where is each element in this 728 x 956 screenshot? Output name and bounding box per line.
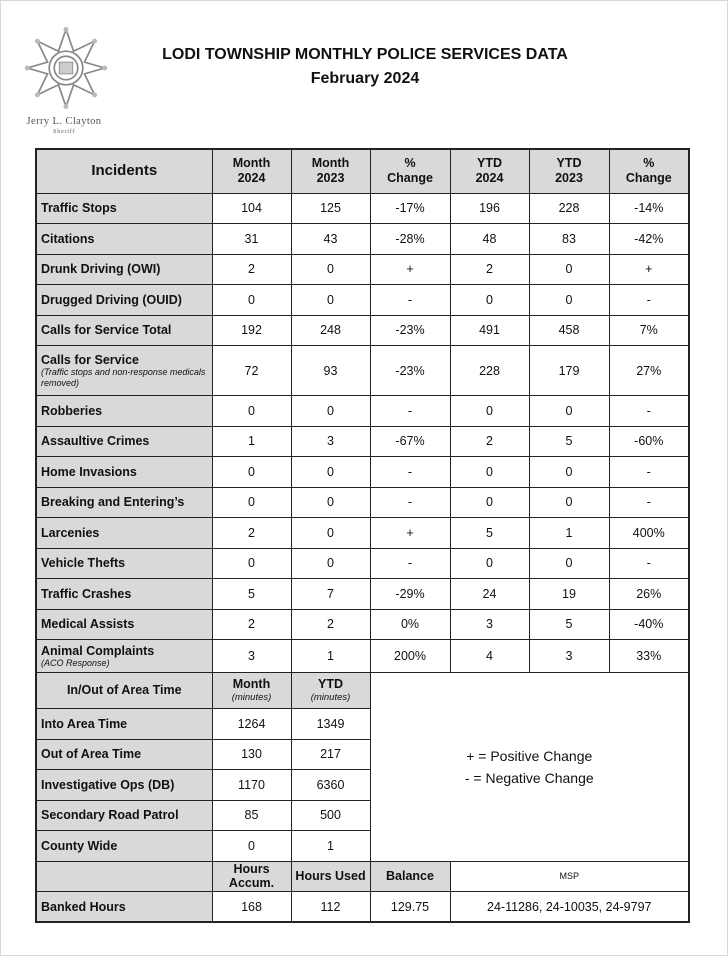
incident-cell-ytd-change: 26%: [609, 579, 689, 610]
incident-row: [36, 346, 689, 396]
incident-row: [36, 396, 689, 427]
area-row-ytd: 1: [291, 831, 370, 862]
banked-hours-balance: 129.75: [370, 892, 450, 923]
incident-cell-ytd-change: -: [609, 548, 689, 579]
incident-cell-ytd-2024: 3: [450, 609, 529, 640]
incident-row: [36, 640, 689, 673]
incident-cell-ytd-2023: 5: [529, 609, 609, 640]
incident-cell-ytd-2023: 0: [529, 254, 609, 285]
incident-row: [36, 457, 689, 488]
incident-cell-ytd-2024: 0: [450, 548, 529, 579]
incident-row-label: Breaking and Entering’s: [36, 487, 212, 518]
incident-row-label: Robberies: [36, 396, 212, 427]
incident-row: [36, 579, 689, 610]
incident-cell-month-change: -23%: [370, 346, 450, 396]
area-row-month: 1264: [212, 709, 291, 740]
incident-cell-month-2023: 1: [291, 640, 370, 673]
police-data-table: [35, 148, 690, 923]
incident-cell-ytd-2024: 48: [450, 224, 529, 255]
incident-row-label: Drunk Driving (OWI): [36, 254, 212, 285]
incident-row-label: Vehicle Thefts: [36, 548, 212, 579]
incident-row: [36, 518, 689, 549]
sheriff-name: Jerry L. Clayton: [26, 116, 102, 127]
area-row-month: 130: [212, 739, 291, 770]
incident-cell-ytd-change: +: [609, 254, 689, 285]
incident-cell-ytd-change: 400%: [609, 518, 689, 549]
incident-cell-month-2023: 0: [291, 457, 370, 488]
incident-cell-ytd-2024: 0: [450, 396, 529, 427]
incident-row-label: Animal Complaints (ACO Response): [36, 640, 212, 673]
incident-cell-month-2023: 0: [291, 548, 370, 579]
incident-cell-month-2023: 43: [291, 224, 370, 255]
incident-cell-ytd-2023: 5: [529, 426, 609, 457]
banked-hours-used: 112: [291, 892, 370, 923]
incident-row: [36, 254, 689, 285]
incident-cell-ytd-change: -: [609, 396, 689, 427]
page-title: LODI TOWNSHIP MONTHLY POLICE SERVICES DATA: [162, 46, 568, 63]
incident-cell-ytd-2023: 3: [529, 640, 609, 673]
incident-row-note: (Traffic stops and non-response medicals removed): [41, 366, 206, 388]
incident-cell-month-2024: 5: [212, 579, 291, 610]
incident-cell-ytd-2023: 0: [529, 548, 609, 579]
banked-hours-accum: 168: [212, 892, 291, 923]
incidents-header: Incidents: [36, 149, 212, 193]
incident-row: [36, 315, 689, 346]
sheriff-title: Sheriff: [52, 128, 76, 135]
incident-cell-month-change: -28%: [370, 224, 450, 255]
incident-cell-month-2023: 0: [291, 254, 370, 285]
col-header-month-change: % Change: [370, 149, 450, 193]
incident-cell-month-2023: 93: [291, 346, 370, 396]
incident-row: [36, 426, 689, 457]
incident-cell-ytd-2024: 491: [450, 315, 529, 346]
incident-cell-ytd-2024: 0: [450, 487, 529, 518]
incident-row-label: Traffic Stops: [36, 193, 212, 224]
incidents-header-row: [36, 149, 689, 193]
incident-cell-month-2023: 0: [291, 518, 370, 549]
incident-cell-ytd-2024: 5: [450, 518, 529, 549]
area-row-label: County Wide: [36, 831, 212, 862]
col-header-ytd-2023: YTD 2023: [529, 149, 609, 193]
banked-hours-label: Banked Hours: [36, 892, 212, 923]
incident-cell-month-2023: 3: [291, 426, 370, 457]
incident-row-label: Calls for Service (Traffic stops and non-response medicals removed): [36, 346, 212, 396]
incident-cell-month-2024: 3: [212, 640, 291, 673]
incident-cell-ytd-2023: 0: [529, 487, 609, 518]
incident-cell-ytd-change: -40%: [609, 609, 689, 640]
banked-header-used: Hours Used: [291, 861, 370, 892]
incident-cell-month-change: -: [370, 396, 450, 427]
incident-cell-ytd-2023: 179: [529, 346, 609, 396]
incident-cell-ytd-2023: 19: [529, 579, 609, 610]
legend-positive: + = Positive Change: [466, 747, 593, 764]
area-row-ytd: 500: [291, 800, 370, 831]
banked-hours-row: [36, 892, 689, 923]
incident-cell-month-2023: 0: [291, 487, 370, 518]
incident-cell-ytd-2024: 4: [450, 640, 529, 673]
incident-cell-month-change: +: [370, 518, 450, 549]
incident-cell-month-2023: 7: [291, 579, 370, 610]
incident-cell-month-change: -: [370, 457, 450, 488]
area-time-header-row: [36, 673, 689, 709]
incident-cell-month-change: 0%: [370, 609, 450, 640]
incident-cell-month-change: -: [370, 285, 450, 316]
banked-header-msp: MSP: [450, 861, 689, 892]
incident-cell-ytd-2024: 0: [450, 285, 529, 316]
incident-row: [36, 285, 689, 316]
incident-cell-ytd-2023: 0: [529, 457, 609, 488]
incident-row: [36, 487, 689, 518]
area-row-label: Secondary Road Patrol: [36, 800, 212, 831]
col-header-ytd-change: % Change: [609, 149, 689, 193]
incident-cell-month-change: -: [370, 548, 450, 579]
incident-cell-month-2024: 104: [212, 193, 291, 224]
incident-cell-month-2023: 2: [291, 609, 370, 640]
incident-cell-ytd-change: -: [609, 487, 689, 518]
incident-cell-ytd-change: 7%: [609, 315, 689, 346]
incident-cell-month-2024: 2: [212, 609, 291, 640]
incident-cell-month-2024: 0: [212, 457, 291, 488]
area-row-ytd: 6360: [291, 770, 370, 801]
incident-cell-month-change: -29%: [370, 579, 450, 610]
incident-cell-ytd-2023: 0: [529, 285, 609, 316]
banked-hours-msp: 24-11286, 24-10035, 24-9797: [450, 892, 689, 923]
incident-row: [36, 548, 689, 579]
incident-cell-ytd-2024: 196: [450, 193, 529, 224]
incident-cell-ytd-change: -: [609, 457, 689, 488]
incident-row: [36, 224, 689, 255]
incident-row: [36, 193, 689, 224]
incident-cell-month-change: -23%: [370, 315, 450, 346]
incident-cell-month-2024: 72: [212, 346, 291, 396]
incident-cell-ytd-2024: 228: [450, 346, 529, 396]
incident-cell-ytd-2023: 1: [529, 518, 609, 549]
incident-cell-month-2024: 0: [212, 487, 291, 518]
area-time-header: In/Out of Area Time: [36, 673, 212, 709]
incident-cell-ytd-2023: 0: [529, 396, 609, 427]
incident-cell-month-2024: 2: [212, 254, 291, 285]
incident-cell-month-change: +: [370, 254, 450, 285]
incident-cell-month-2024: 2: [212, 518, 291, 549]
area-row-label: Out of Area Time: [36, 739, 212, 770]
incident-cell-ytd-change: -14%: [609, 193, 689, 224]
incident-row-label: Assaultive Crimes: [36, 426, 212, 457]
incident-cell-ytd-2023: 83: [529, 224, 609, 255]
incident-row-label: Medical Assists: [36, 609, 212, 640]
incident-row-label: Home Invasions: [36, 457, 212, 488]
incident-cell-ytd-2023: 458: [529, 315, 609, 346]
incident-cell-month-2024: 0: [212, 396, 291, 427]
incident-cell-month-2023: 0: [291, 396, 370, 427]
incident-cell-month-change: -67%: [370, 426, 450, 457]
col-header-ytd-2024: YTD 2024: [450, 149, 529, 193]
legend-negative: - = Negative Change: [464, 769, 594, 786]
area-row-month: 85: [212, 800, 291, 831]
incident-row-label: Drugged Driving (OUID): [36, 285, 212, 316]
incident-cell-month-2024: 0: [212, 548, 291, 579]
col-header-month-2024: Month 2024: [212, 149, 291, 193]
incident-cell-month-2024: 0: [212, 285, 291, 316]
incident-cell-month-2024: 192: [212, 315, 291, 346]
banked-header-blank: [36, 861, 212, 892]
area-row-month: 1170: [212, 770, 291, 801]
incident-cell-month-change: -17%: [370, 193, 450, 224]
incident-cell-ytd-2024: 24: [450, 579, 529, 610]
col-header-month-2023: Month 2023: [291, 149, 370, 193]
incident-cell-month-2023: 248: [291, 315, 370, 346]
incident-cell-ytd-change: -: [609, 285, 689, 316]
banked-header-balance: Balance: [370, 861, 450, 892]
col-header-area-month: Month (minutes): [212, 673, 291, 709]
incident-cell-month-2023: 125: [291, 193, 370, 224]
incident-row: [36, 609, 689, 640]
incident-cell-ytd-2024: 2: [450, 426, 529, 457]
area-row-ytd: 1349: [291, 709, 370, 740]
banked-header-accum: Hours Accum.: [212, 861, 291, 892]
incident-cell-ytd-change: 27%: [609, 346, 689, 396]
banked-header-row: [36, 861, 689, 892]
incident-cell-ytd-change: -42%: [609, 224, 689, 255]
incident-row-label: Larcenies: [36, 518, 212, 549]
area-row-month: 0: [212, 831, 291, 862]
incident-cell-ytd-2023: 228: [529, 193, 609, 224]
col-header-area-ytd: YTD (minutes): [291, 673, 370, 709]
legend-box: [370, 673, 689, 862]
area-row-label: Investigative Ops (DB): [36, 770, 212, 801]
page-subtitle: February 2024: [310, 70, 420, 87]
incident-cell-ytd-2024: 0: [450, 457, 529, 488]
incident-row-label: Citations: [36, 224, 212, 255]
incident-cell-month-change: -: [370, 487, 450, 518]
area-row-ytd: 217: [291, 739, 370, 770]
incident-cell-ytd-change: -60%: [609, 426, 689, 457]
incident-row-note: (ACO Response): [41, 657, 110, 668]
area-row-label: Into Area Time: [36, 709, 212, 740]
incident-cell-ytd-change: 33%: [609, 640, 689, 673]
sheriff-star-badge-icon: [24, 26, 108, 110]
incident-row-label: Calls for Service Total: [36, 315, 212, 346]
incident-cell-month-2023: 0: [291, 285, 370, 316]
incident-row-label: Traffic Crashes: [36, 579, 212, 610]
incident-cell-ytd-2024: 2: [450, 254, 529, 285]
incident-cell-month-change: 200%: [370, 640, 450, 673]
incident-cell-month-2024: 1: [212, 426, 291, 457]
incident-cell-month-2024: 31: [212, 224, 291, 255]
